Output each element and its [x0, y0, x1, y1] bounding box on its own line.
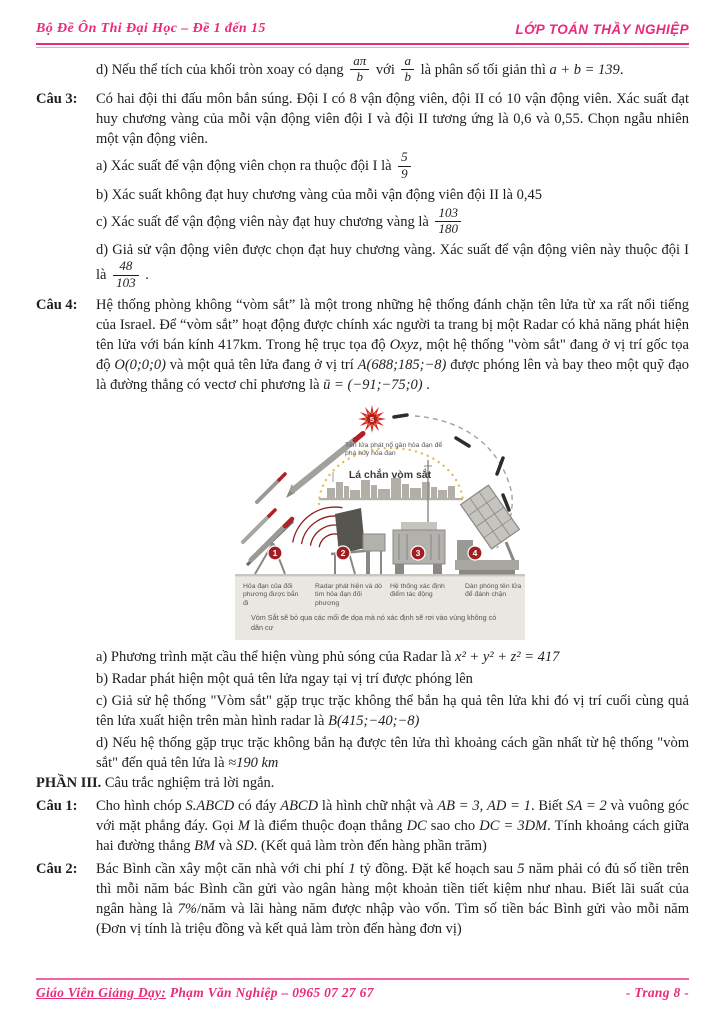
question-2-body: [96, 859, 689, 939]
math-token: 7%: [177, 900, 197, 917]
fraction-denominator: b: [356, 69, 364, 85]
step-4-label: Dàn phóng tên lửa để đánh chặn: [465, 582, 522, 599]
text-run: được phóng lên và bay theo một quỹ đạo là đường thẳng có vectơ chỉ phương là: [96, 356, 690, 393]
text-run: là điểm thuộc đoạn thẳng: [250, 817, 407, 834]
step-3-label: Hệ thống xác định điểm tác động: [390, 582, 445, 599]
page-footer: [36, 985, 689, 1001]
fraction-103-over-180: [435, 206, 461, 237]
fraction-5-over-9: [398, 150, 411, 181]
fraction-numerator: 103: [435, 206, 461, 222]
math-token: SD: [235, 837, 254, 854]
part-3-label: PHẦN III.: [36, 774, 102, 791]
text-run: d) Giả sử vận động viên được chọn đạt huy chương vàng. Xác suất để vận động viên này thuộc đội I là: [96, 242, 689, 284]
question-3-option-b: b) Xác suất không đạt huy chương vàng của mỗi vận động viên đội II là 0,45: [96, 186, 542, 203]
text-run: .: [145, 267, 149, 284]
question-4-option-a: [96, 647, 689, 667]
text-run: năm phải có đủ số tiền trên thì mỗi năm bác Bình cần gửi vào ngân hàng một khoản tiền tiết kiệm như nhau. Biết lãi suất của ngân hàng là: [96, 860, 690, 917]
badge-4: 4: [472, 547, 478, 558]
text-run: , một hệ thống "vòm sắt" đang ở vị trí gốc tọa độ: [96, 336, 689, 373]
question-4-body: [96, 295, 689, 395]
text-run: . Biết: [530, 797, 567, 814]
step-2-label: Radar phát hiện và dò tìm hỏa đạn đối phương: [315, 582, 382, 608]
question-3-option-c: [96, 204, 689, 238]
text-run: Bác Bình cần xây một căn nhà với chi phí: [96, 860, 349, 877]
text-runs: [421, 62, 624, 78]
math-token: ≈190 km: [228, 754, 279, 771]
math-token: SA = 2: [566, 797, 607, 814]
math-token: 5: [517, 860, 525, 877]
math-token: B(415;−40;−8): [328, 712, 420, 729]
header-title-right: LỚP TOÁN THẦY NGHIỆP: [515, 22, 689, 37]
text-run: c) Giả sử hệ thống "Vòm sắt" gặp trục trặc không thể bắn hạ quả tên lửa khi đó vị trí cuối cùng quả tên lửa xuất hiện trên màn hình radar là: [96, 692, 689, 729]
question-3-option-a: [96, 151, 689, 182]
text-run: Cho hình chóp: [96, 797, 186, 814]
math-token: a + b = 139: [549, 62, 620, 79]
header-divider: [36, 43, 689, 48]
fraction-numerator: 5: [398, 150, 411, 166]
fraction-a-over-b: [401, 54, 414, 85]
question-4-option-d: [96, 733, 689, 773]
radar-unit: [293, 507, 385, 574]
text-run: d) Nếu hệ thống gặp trục trặc không bắn hạ được tên lửa thì khoảng cách gần nhất từ hệ thống "vòm sắt" đến quả tên lửa là: [96, 734, 689, 771]
text-run: ,: [479, 797, 487, 814]
diagram-footnote: Vòm Sắt sẽ bỏ qua các mối đe dọa mà nó xác định sẽ rơi vào vùng không có dân cư: [251, 612, 497, 632]
text-run: với: [375, 62, 395, 79]
math-token: DC: [406, 817, 427, 834]
text-run: .: [619, 62, 624, 79]
math-token: 1: [348, 860, 356, 877]
fraction-numerator: aπ: [350, 54, 369, 70]
question-2: [36, 859, 689, 939]
question-3: [36, 89, 689, 149]
explosion-number: 5: [369, 414, 375, 424]
badge-1: 1: [272, 547, 278, 558]
text-run: và một quả tên lửa đang ở vị trí: [165, 356, 358, 373]
fraction-a-pi-over-b: [350, 54, 369, 85]
text-run: là phân số tối giản thì: [420, 62, 550, 79]
question-3-body: Có hai đội thi đấu môn bắn súng. Đội I có 8 vận động viên, đội II có 10 vận động viên. Xác suất đạt huy chương vàng của mỗi vận động viên đội I và đội II tương ứng là 0,6 và 0,55. Chọn ngẫu nhiên một vận động viên.: [96, 91, 689, 148]
badge-2: 2: [340, 547, 346, 558]
text-run: có đáy: [234, 797, 281, 814]
teacher-info: [36, 985, 374, 1001]
text-run: và vuông góc với mặt phẳng đáy. Gọi: [96, 797, 689, 834]
question-4-option-c: [96, 691, 689, 731]
fraction-denominator: 103: [116, 274, 136, 290]
text-run: a) Phương trình mặt cầu thể hiện vùng phủ sóng của Radar là: [96, 648, 456, 665]
question-3-label: Câu 3:: [36, 91, 78, 108]
enemy-launcher: [243, 474, 293, 574]
text-run: và: [215, 837, 236, 854]
text-run: /năm và lãi hàng năm được nhập vào vốn. Tìm số tiền bác Bình gửi vào mỗi năm (Đơn vị tính là triệu đồng và kết quả làm tròn đến hàng đơn vị): [96, 900, 689, 937]
math-token: x² + y² + z² = 417: [455, 648, 560, 665]
math-token: S.ABCD: [185, 797, 235, 814]
iron-dome-infographic: [235, 402, 525, 642]
math-token: AD = 1: [487, 797, 531, 814]
math-token: M: [237, 817, 250, 834]
math-token: AB = 3: [437, 797, 480, 814]
math-token: ū = (−91;−75;0): [323, 376, 423, 393]
math-token: BM: [194, 837, 216, 854]
page-number: - Trang 8 -: [625, 985, 689, 1000]
question-4: [36, 295, 689, 395]
question-4-option-b: b) Radar phát hiện một quả tên lửa ngay tại vị trí được phóng lên: [96, 670, 473, 687]
text-run: d) Nếu thể tích của khối tròn xoay có dạng: [96, 62, 344, 79]
fraction-48-over-103: [113, 259, 139, 290]
math-token: O(0;0;0): [114, 356, 166, 373]
question-1: [36, 796, 689, 856]
question-3-option-d: [96, 240, 689, 291]
part-3-title: Câu trắc nghiệm trả lời ngắn.: [101, 774, 275, 791]
fraction-numerator: a: [401, 54, 414, 70]
question-4-label: Câu 4:: [36, 296, 78, 313]
page-header: [36, 21, 689, 37]
question-1-label: Câu 1:: [36, 797, 78, 814]
fraction-denominator: 180: [438, 221, 458, 237]
text-run: .: [422, 376, 430, 393]
text-run: tỷ đồng. Đặt kế hoạch sau: [355, 860, 518, 877]
text-run: c) Xác suất để vận động viên này đạt huy chương vàng là: [96, 213, 429, 230]
fraction-denominator: 9: [401, 165, 408, 181]
item-volume-d: [96, 55, 689, 86]
question-1-body: [96, 796, 689, 856]
math-token: Oxyz: [389, 336, 419, 353]
text-run: . Tính khoảng cách giữa hai đường thẳng: [96, 817, 690, 854]
teacher-label: Giáo Viên Giảng Dạy:: [36, 985, 167, 1000]
badge-3: 3: [415, 547, 421, 558]
step-1-label: Hỏa đạn của đối phương được bắn đi: [243, 582, 299, 608]
footer-divider: [36, 978, 689, 980]
header-title-left: Bộ Đề Ôn Thi Đại Học – Đề 1 đến 15: [36, 21, 266, 36]
fraction-denominator: b: [404, 69, 411, 85]
dome-label: Lá chắn vòm sắt: [348, 468, 432, 481]
text-run: sao cho: [426, 817, 480, 834]
explosion-caption: Tên lửa phát nổ gần hỏa đạn để phá hủy hỏa đạn: [345, 441, 443, 458]
text-run: Hệ thống phòng không “vòm sắt” là một trong những hệ thống đánh chặn tên lửa từ xa rất nổi tiếng của Israel. Để “vòm sắt” hoạt động được chính xác người ta trang bị một Radar có khả năng phát hiện tên lửa với bán kính 417km. Trong hệ trục tọa độ: [96, 296, 689, 353]
document-body: [36, 53, 689, 939]
question-2-label: Câu 2:: [36, 860, 78, 877]
teacher-name-phone: Phạm Văn Nghiệp – 0965 07 27 67: [166, 985, 374, 1000]
explosion-burst: [358, 405, 386, 433]
fraction-numerator: 48: [113, 259, 139, 275]
text-run: . (Kết quả làm tròn đến hàng phần trăm): [253, 837, 487, 854]
math-token: DC = 3DM: [479, 817, 548, 834]
math-token: ABCD: [280, 797, 319, 814]
math-token: A(688;185;−8): [357, 356, 447, 373]
text-run: là hình chữ nhật và: [318, 797, 438, 814]
part-3-heading: [36, 773, 689, 793]
text-run: a) Xác suất để vận động viên chọn ra thuộc đội I là: [96, 158, 392, 175]
